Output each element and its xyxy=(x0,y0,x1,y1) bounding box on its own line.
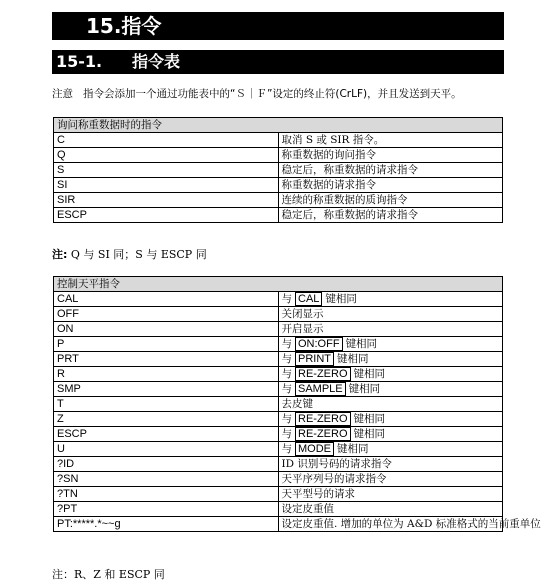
command-cell: CAL xyxy=(54,292,279,307)
description-cell: 稳定后，称重数据的请求指令 xyxy=(278,208,503,223)
table-row xyxy=(54,322,503,337)
description-cell: 稳定后，称重数据的请求指令 xyxy=(278,163,503,178)
attention-note xyxy=(52,86,462,101)
command-cell: ?TN xyxy=(54,487,279,502)
description-cell: 开启显示 xyxy=(278,322,503,337)
table-row xyxy=(54,193,503,208)
command-cell: ESCP xyxy=(54,427,279,442)
description-cell xyxy=(278,382,503,397)
command-cell: PT:*****.*~~g xyxy=(54,517,279,532)
table-row xyxy=(54,457,503,472)
description-cell: 天平型号的请求 xyxy=(278,487,503,502)
key-equivalent-text: 键相同 xyxy=(345,338,378,350)
note-text: 指令会添加一个通过功能表中的“Ｓ｜Ｆ”设定的终止符(CrLF)，并且发送到天平。 xyxy=(83,88,462,100)
key-name-box: RE-ZERO xyxy=(295,427,351,441)
note2-label: 注: xyxy=(52,248,68,261)
table-row xyxy=(54,337,503,352)
description-cell xyxy=(278,352,503,367)
note-query-equivalence xyxy=(52,246,207,262)
command-cell: OFF xyxy=(54,307,279,322)
same-as-text: 与 xyxy=(281,368,292,380)
description-cell xyxy=(278,427,503,442)
command-cell: SI xyxy=(54,178,279,193)
command-cell: P xyxy=(54,337,279,352)
description-cell: 设定皮重值 xyxy=(278,502,503,517)
key-equivalent-text: 键相同 xyxy=(348,383,381,395)
description-cell: 关闭显示 xyxy=(278,307,503,322)
key-name-box: RE-ZERO xyxy=(295,412,351,426)
command-cell: PRT xyxy=(54,352,279,367)
command-cell: Z xyxy=(54,412,279,427)
table-row xyxy=(54,427,503,442)
key-name-box: SAMPLE xyxy=(295,382,346,396)
command-cell: C xyxy=(54,133,279,148)
key-equivalent-text: 键相同 xyxy=(325,293,357,305)
table-row xyxy=(54,442,503,457)
description-cell: 称重数据的请求指令 xyxy=(278,178,503,193)
table-row xyxy=(54,352,503,367)
command-cell: SMP xyxy=(54,382,279,397)
query-commands-table xyxy=(53,117,503,223)
same-as-text: 与 xyxy=(281,428,292,440)
table-row xyxy=(54,517,503,532)
command-cell: Q xyxy=(54,148,279,163)
key-equivalent-text: 键相同 xyxy=(337,443,369,455)
description-cell: 取消 S 或 SIR 指令。 xyxy=(278,133,503,148)
key-equivalent-text: 键相同 xyxy=(353,413,385,425)
key-equivalent-text: 键相同 xyxy=(337,353,369,365)
command-cell: ON xyxy=(54,322,279,337)
chapter-title: 15.指令 xyxy=(52,12,504,40)
table-row xyxy=(54,487,503,502)
note-control-equivalence: 注：R、Z 和 ESCP 同 xyxy=(52,568,165,581)
table-row xyxy=(54,412,503,427)
command-cell: T xyxy=(54,397,279,412)
control-commands-table xyxy=(53,276,541,532)
description-cell: 设定皮重值. 增加的单位为 A&D 标准格式的当前重单位 xyxy=(278,517,503,532)
description-cell xyxy=(278,367,503,382)
table-row xyxy=(54,163,503,178)
key-name-box: RE-ZERO xyxy=(295,367,351,381)
table-row xyxy=(54,502,503,517)
description-cell: 去皮键 xyxy=(278,397,503,412)
table-row xyxy=(54,133,503,148)
command-cell: ?ID xyxy=(54,457,279,472)
note-label: 注意 xyxy=(52,88,73,100)
key-name-box: ON:OFF xyxy=(295,337,343,351)
key-name-box: CAL xyxy=(295,292,322,306)
description-cell: ID 识别号码的请求指令 xyxy=(278,457,503,472)
table-heading: 询问称重数据时的指令 xyxy=(54,118,503,133)
note2-text: Q 与 SI 同；S 与 ESCP 同 xyxy=(70,248,207,261)
command-cell: ESCP xyxy=(54,208,279,223)
table-row xyxy=(54,472,503,487)
same-as-text: 与 xyxy=(281,293,292,305)
table-row xyxy=(54,382,503,397)
table-heading: 控制天平指令 xyxy=(54,277,503,292)
same-as-text: 与 xyxy=(281,443,292,455)
command-cell: S xyxy=(54,163,279,178)
key-equivalent-text: 键相同 xyxy=(353,428,385,440)
table-row xyxy=(54,208,503,223)
same-as-text: 与 xyxy=(281,413,292,425)
command-cell: ?SN xyxy=(54,472,279,487)
command-cell: U xyxy=(54,442,279,457)
table-row xyxy=(54,397,503,412)
key-name-box: MODE xyxy=(295,442,334,456)
description-cell: 天平序列号的请求指令 xyxy=(278,472,503,487)
table-row xyxy=(54,307,503,322)
key-equivalent-text: 键相同 xyxy=(353,368,385,380)
description-cell: 称重数据的询问指令 xyxy=(278,148,503,163)
table-row xyxy=(54,292,503,307)
key-name-box: PRINT xyxy=(295,352,334,366)
table-row xyxy=(54,148,503,163)
description-cell xyxy=(278,442,503,457)
command-cell: ?PT xyxy=(54,502,279,517)
command-cell: SIR xyxy=(54,193,279,208)
section-number: 15-1. xyxy=(56,52,103,71)
description-cell: 连续的称重数据的质询指令 xyxy=(278,193,503,208)
table-row xyxy=(54,178,503,193)
same-as-text: 与 xyxy=(281,338,292,350)
table-row xyxy=(54,367,503,382)
section-title: 指令表 xyxy=(132,52,181,71)
same-as-text: 与 xyxy=(281,383,292,395)
description-cell xyxy=(278,337,503,352)
same-as-text: 与 xyxy=(281,353,292,365)
description-cell xyxy=(278,412,503,427)
section-header xyxy=(52,50,504,74)
command-cell: R xyxy=(54,367,279,382)
description-cell xyxy=(278,292,503,307)
